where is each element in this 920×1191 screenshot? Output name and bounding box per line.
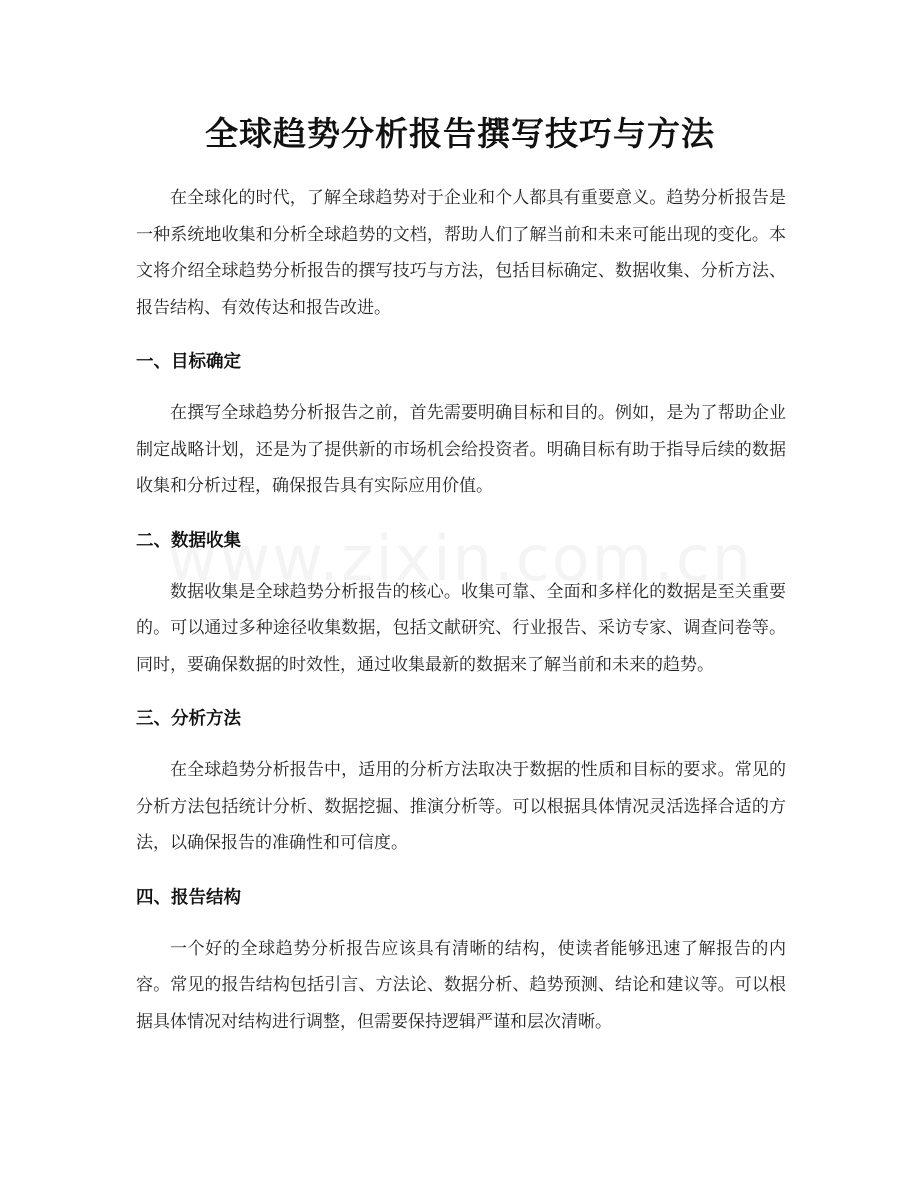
- document-body: [136, 180, 786, 1040]
- section-heading-goal: 一、目标确定: [136, 352, 241, 372]
- section-body-goal: 在撰写全球趋势分析报告之前，首先需要明确目标和目的。例如，是为了帮助企业制定战略计划，还是为了提供新的市场机会给投资者。明确目标有助于指导后续的数据收集和分析过程，确保报告具有实际应用价值。: [136, 403, 786, 496]
- section-heading-analysis-methods: 三、分析方法: [136, 709, 241, 729]
- section-body-data-collection: 数据收集是全球趋势分析报告的核心。收集可靠、全面和多样化的数据是至关重要的。可以通过多种途径收集数据，包括文献研究、行业报告、采访专家、调查问卷等。同时，要确保数据的时效性，通过收集最新的数据来了解当前和未来的趋势。: [136, 581, 786, 675]
- section-body-report-structure: 一个好的全球趋势分析报告应该具有清晰的结构，使读者能够迅速了解报告的内容。常见的报告结构包括引言、方法论、数据分析、趋势预测、结论和建议等。可以根据具体情况对结构进行调整，但需要保持逻辑严谨和层次清晰。: [136, 938, 786, 1032]
- section-heading-report-structure: 四、报告结构: [136, 887, 241, 908]
- intro-paragraph: 在全球化的时代，了解全球趋势对于企业和个人都具有重要意义。趋势分析报告是一种系统地收集和分析全球趋势的文档，帮助人们了解当前和未来可能出现的变化。本文将介绍全球趋势分析报告的撰写技巧与方法，包括目标确定、数据收集、分析方法、报告结构、有效传达和报告改进。: [136, 188, 786, 318]
- section-body-analysis-methods: 在全球趋势分析报告中，适用的分析方法取决于数据的性质和目标的要求。常见的分析方法包括统计分析、数据挖掘、推演分析等。可以根据具体情况灵活选择合适的方法，以确保报告的准确性和可信度。: [136, 760, 786, 853]
- document-title: 全球趋势分析报告撰写技巧与方法: [205, 114, 715, 153]
- section-heading-data-collection: 二、数据收集: [136, 530, 241, 551]
